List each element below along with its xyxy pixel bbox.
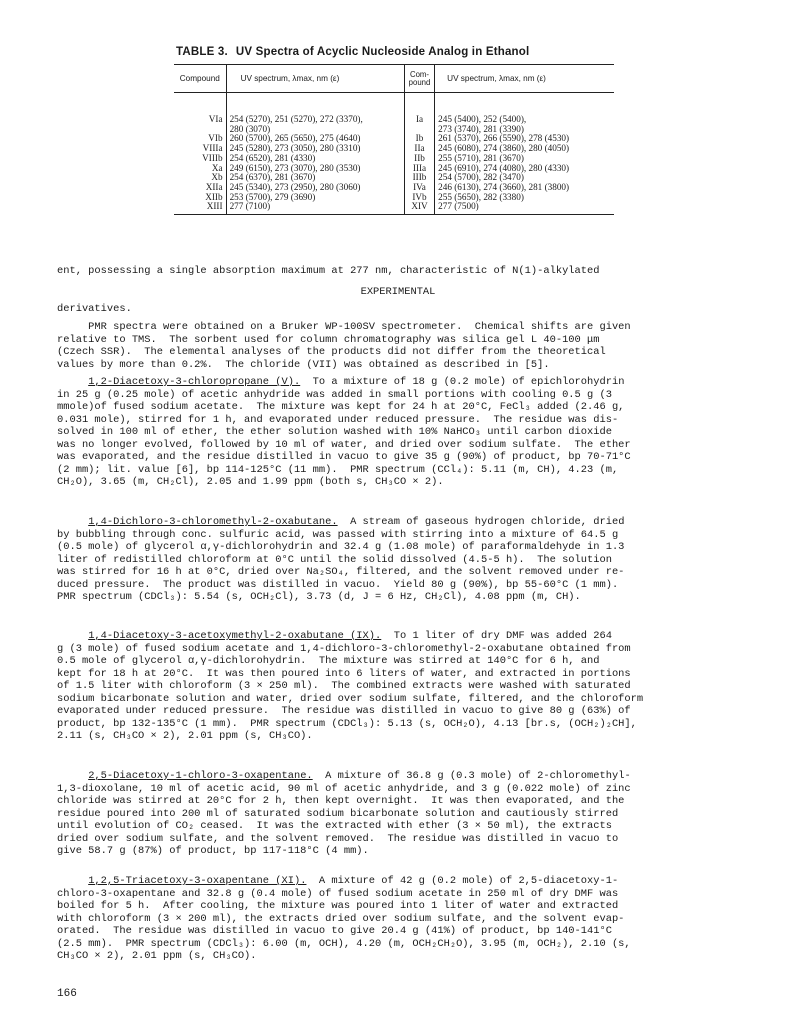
general-paragraph: [57, 321, 747, 371]
text-line: 1,3-dioxolane, 10 ml of acetic acid, 90 ml of acetic anhydride, and 3 g (0.022 mole) of zinc: [57, 782, 631, 795]
text-line: liter of redistilled chloroform at 0°C until the solid dissolved (4.5-5 h). The solution: [57, 553, 612, 566]
compound-cell: IIb: [404, 154, 434, 164]
table-caption-label: TABLE 3.: [176, 46, 228, 58]
text-line: kept for 18 h at 20°C. It was then poured into 6 liters of water, and extracted in portions: [57, 667, 631, 680]
uv-spectrum-cell: 245 (5400), 252 (5400),: [438, 114, 527, 124]
text-line: was evaporated, and the residue distilled in vacuo to give 35 g (90%) of product, bp 70-71°C: [57, 451, 631, 463]
compound-cell: XIIb: [174, 193, 226, 203]
compound-cell: XIII: [174, 202, 226, 214]
section-heading: 1,2,5-Triacetoxy-3-oxapentane (XI).: [88, 875, 307, 887]
text-line: [57, 770, 747, 783]
header-uv-spectrum-2: UV spectrum, λmax, nm (ε): [435, 65, 614, 93]
uv-spectrum-cell: 245 (5280), 273 (3050), 280 (3310): [226, 144, 404, 154]
compound-cell: IIIa: [404, 164, 434, 174]
text-line: (2 mm); lit. value [6], bp 114-125°C (11 mm). PMR spectrum (CCl₄): 5.11 (m, CH), 4.23 (m,: [57, 463, 619, 476]
text-line: relative to TMS. The sorbent used for column chromatography was silica gel L 40-100 μm: [57, 333, 600, 346]
compound-cell: VIa: [174, 93, 226, 125]
uv-spectrum-cell: 245 (6080), 274 (3860), 280 (4050): [438, 143, 570, 154]
compound-cell: Xb: [174, 173, 226, 183]
uv-spectrum-cell: 249 (6150), 273 (3070), 280 (3530): [226, 164, 404, 174]
compound-cell: XIV: [404, 202, 434, 214]
uv-spectrum-cell: 245 (5340), 273 (2950), 280 (3060): [226, 183, 404, 193]
text-line: residue poured into 200 ml of saturated sodium bicarbonate solution and cautiously stirred: [57, 807, 619, 820]
uv-spectra-table: [174, 64, 614, 215]
uv-spectrum-cell: 255 (5650), 282 (3380): [438, 191, 524, 202]
text-line: duced pressure. The product was distilled in vacuo. Yield 80 g (90%), bp 55-60°C (1 mm).: [57, 578, 619, 591]
section-lead-text: A mixture of 36.8 g (0.3 mole) of 2-chloromethyl-: [312, 770, 631, 782]
text-line: [57, 875, 747, 888]
text-line: g (3 mole) of fused sodium acetate and 1,4-dichloro-3-chloromethyl-2-oxabutane obtained from: [57, 642, 631, 655]
compound-cell: VIb: [174, 134, 226, 144]
section-heading: 2,5-Diacetoxy-1-chloro-3-oxapentane.: [88, 770, 313, 782]
text-line: until evolution of CO₂ ceased. It was the extracted with ether (3 × 50 ml), the extracts: [57, 820, 612, 832]
text-line: dried over sodium sulfate, and the solvent removed. The residue was distilled in vacuo to: [57, 832, 619, 845]
compound-cell: VIIIb: [174, 154, 226, 164]
compound-cell: IVa: [404, 183, 434, 193]
text-line: with chloroform (3 × 200 ml), the extracts dried over sodium sulfate, and the solvent evap-: [57, 912, 625, 925]
uv-spectrum-cell: 246 (6130), 274 (3660), 281 (3800): [438, 181, 570, 192]
uv-spectrum-cell: 260 (5700), 265 (5650), 275 (4640): [226, 134, 404, 144]
section-heading: 1,2-Diacetoxy-3-chloropropane (V).: [88, 376, 301, 388]
procedure-section: [57, 875, 747, 963]
section-lead-text: To a mixture of 18 g (0.2 mole) of epichlorohydrin: [300, 376, 625, 388]
section-lead-text: A stream of gaseous hydrogen chloride, dried: [337, 516, 625, 528]
compound-cell: Xa: [174, 164, 226, 174]
intro-line-2: derivatives.: [57, 302, 132, 315]
header-compound: Compound: [174, 65, 226, 93]
section-heading: 1,4-Diacetoxy-3-acetoxymethyl-2-oxabutane (IX).: [88, 630, 382, 642]
procedure-section: [57, 516, 747, 604]
text-line: 0.031 mole), stirred for 1 h, and evaporated under reduced pressure. The residue was dis-: [57, 413, 619, 426]
text-line: 0.5 mole of glycerol α,γ-dichlorohydrin. The mixture was stirred at 140°C for 6 h, and: [57, 655, 600, 667]
uv-spectrum-cell: 254 (5700), 282 (3470): [438, 172, 524, 183]
compound-cell: Ib: [404, 134, 434, 144]
uv-spectrum-cell: 254 (6370), 281 (3670): [226, 173, 404, 183]
procedure-section: [57, 770, 747, 858]
compound-cell: Ia: [404, 93, 434, 125]
uv-spectrum-cell: 273 (3740), 281 (3390): [438, 123, 524, 134]
table-header-row: [174, 65, 614, 93]
compound-cell: XIIa: [174, 183, 226, 193]
text-line: [57, 376, 747, 389]
section-lead-text: A mixture of 42 g (0.2 mole) of 2,5-diacetoxy-1-: [306, 875, 619, 887]
uv-spectrum-cell: 254 (5270), 251 (5270), 272 (3370),: [226, 93, 404, 125]
text-line: by bubbling through conc. sulfuric acid, was passed with stirring into a mixture of 64.5 g: [57, 528, 619, 541]
text-line: product, bp 132-135°C (1 mm). PMR spectrum (CDCl₃): 5.13 (s, OCH₂O), 4.13 [br.s, (OCH₂)₂CH],: [57, 717, 637, 730]
text-line: solved in 100 ml of ether, the ether solution washed with 10% NaHCO₃ until carbon dioxide: [57, 426, 612, 438]
uv-spectrum-cell: 261 (5370), 266 (5590), 278 (4530): [438, 133, 570, 144]
table-caption: [176, 46, 529, 58]
table-body: [174, 93, 614, 215]
uv-spectrum-cell: 254 (6520), 281 (4330): [226, 154, 404, 164]
text-line: sodium bicarbonate solution and water, dried over sodium sulfate, filtered, and the chloroform: [57, 692, 644, 705]
text-line: was stirred for 16 h at 0°C, dried over Na₂SO₄, filtered, and the solvent removed under re-: [57, 566, 625, 578]
table-row: [174, 202, 614, 214]
text-line: was no longer evolved, followed by 10 ml of water, and dried over sodium sulfate. The ether: [57, 438, 631, 451]
uv-spectrum-cell: 277 (7500): [435, 202, 614, 214]
procedure-section: [57, 376, 747, 489]
section-lead-text: To 1 liter of dry DMF was added 264: [381, 630, 612, 642]
compound-cell: IIa: [404, 144, 434, 154]
text-line: 2.11 (s, CH₃CO × 2), 2.01 ppm (s, CH₃CO).: [57, 730, 313, 742]
section-heading: 1,4-Dichloro-3-chloromethyl-2-oxabutane.: [88, 516, 338, 528]
intro-line-1: ent, possessing a single absorption maximum at 277 nm, characteristic of N(1)-alkylated: [57, 265, 600, 277]
text-line: give 58.7 g (87%) of product, bp 117-118°C (4 mm).: [57, 845, 369, 857]
text-line: (2.5 mm). PMR spectrum (CDCl₃): 6.00 (m, OCH), 4.20 (m, OCH₂CH₂O), 3.95 (m, OCH₂), 2.10 (s,: [57, 937, 631, 950]
text-line: (0.5 mole) of glycerol α,γ-dichlorohydrin and 32.4 g (1.08 mole) of paraformaldehyde in 1.3: [57, 541, 625, 553]
text-line: [57, 630, 747, 643]
text-line: PMR spectra were obtained on a Bruker WP-100SV spectrometer. Chemical shifts are given: [57, 321, 631, 333]
text-line: mmole)of fused sodium acetate. The mixture was kept for 24 h at 20°C, FeCl₃ added (2.46 g,: [57, 401, 625, 413]
page-number: 166: [57, 988, 77, 1000]
compound-cell: IVb: [404, 193, 434, 203]
text-line: (Czech SSR). The elemental analyses of the products did not differ from the theoretical: [57, 346, 606, 358]
text-line: CH₃CO × 2), 2.01 ppm (s, CH₃CO).: [57, 950, 257, 962]
uv-spectrum-cell: 277 (7100): [226, 202, 404, 214]
experimental-heading: EXPERIMENTAL: [360, 286, 436, 298]
uv-spectrum-cell: 255 (5710), 281 (3670): [438, 152, 524, 163]
text-line: orated. The residue was distilled in vacuo to give 20.4 g (41%) of product, bp 140-141°C: [57, 925, 612, 937]
table-row: [174, 93, 614, 125]
text-line: chloro-3-oxapentane and 32.8 g (0.4 mole) of fused sodium acetate in 250 ml of dry DMF was: [57, 887, 619, 900]
compound-cell: VIIIa: [174, 144, 226, 154]
text-line: of 1.5 liter with chloroform (3 × 250 ml). The combined extracts were washed with saturated: [57, 680, 631, 692]
text-line: PMR spectrum (CDCl₃): 5.54 (s, OCH₂Cl), 3.73 (d, J = 6 Hz, CH₂Cl), 4.08 ppm (m, CH).: [57, 591, 581, 603]
uv-spectrum-cell: 280 (3070): [226, 125, 404, 135]
procedure-section: [57, 630, 747, 743]
text-line: in 25 g (0.25 mole) of acetic anhydride was added in small portions with cooling 0.5 g (3: [57, 388, 612, 401]
uv-spectrum-cell: 253 (5700), 279 (3690): [226, 193, 404, 203]
text-line: values by more than 0.2%. The chloride (VII) was obtained as described in [5].: [57, 358, 550, 371]
header-compound-2: Com-pound: [404, 65, 434, 93]
text-line: boiled for 5 h. After cooling, the mixture was poured into 1 liter of water and extracted: [57, 900, 619, 912]
text-line: CH₂O), 3.65 (m, CH₂Cl), 2.05 and 1.99 ppm (both s, CH₃CO × 2).: [57, 476, 444, 488]
compound-cell: IIIb: [404, 173, 434, 183]
uv-spectrum-cell: 245 (6910), 274 (4080), 280 (4330): [438, 162, 570, 173]
table-caption-title: UV Spectra of Acyclic Nucleoside Analog in Ethanol: [235, 46, 530, 58]
header-uv-spectrum: UV spectrum, λmax, nm (ε): [226, 65, 404, 93]
text-line: chloride was stirred at 20°C for 2 h, then kept overnight. It was then evaporated, and the: [57, 795, 625, 807]
text-line: [57, 516, 747, 529]
text-line: evaporated under reduced pressure. The residue was distilled in vacuo to give 80 g (63%) of: [57, 705, 631, 717]
